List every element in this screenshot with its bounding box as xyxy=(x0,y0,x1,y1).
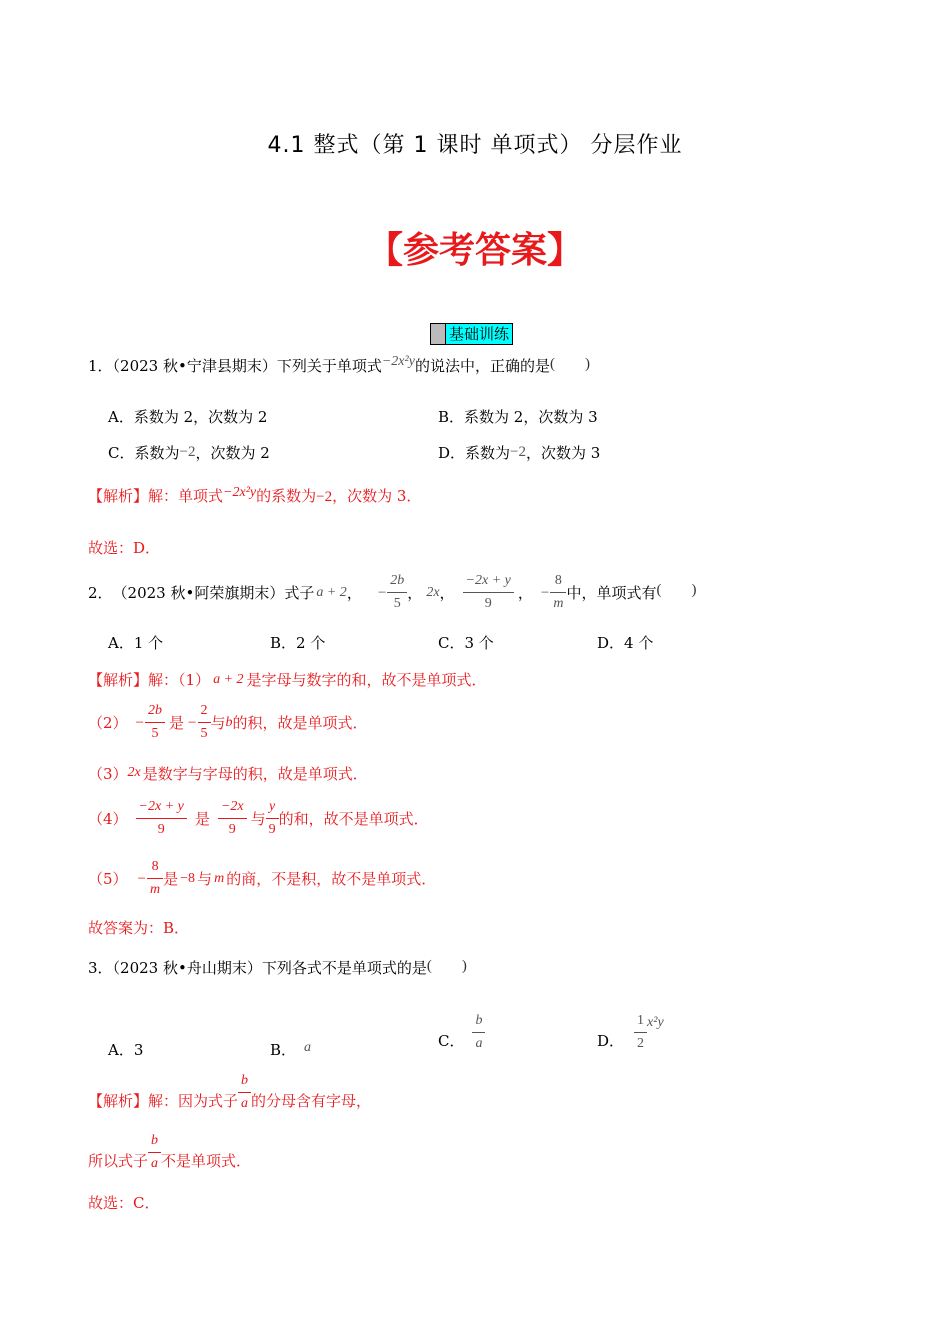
q1-option-b xyxy=(438,407,598,427)
analysis-text: 与 xyxy=(250,809,266,828)
q1-number: 1． xyxy=(88,357,113,375)
q2-expr-3: 2x xyxy=(426,584,440,600)
section-tag-marker xyxy=(431,324,446,344)
fraction-denominator: 9 xyxy=(228,822,236,837)
option-label: D． xyxy=(438,444,466,462)
fraction-denominator: a xyxy=(241,1096,249,1111)
q3-number: 3． xyxy=(88,959,113,977)
option-text: 系数为 2，次数为 2 xyxy=(133,408,268,426)
fraction-numerator: 8 xyxy=(554,573,562,588)
fraction-denominator: m xyxy=(150,882,161,897)
analysis-tag: 【解析】 xyxy=(88,1092,149,1110)
option-text: 2 个 xyxy=(296,634,326,652)
analysis-text: 的商，不是积，故不是单项式． xyxy=(226,869,437,888)
minus-sign: − xyxy=(188,714,197,731)
q2-fraction-5 xyxy=(550,572,566,613)
fraction-numerator: −2x + y xyxy=(465,573,511,588)
q1-source: （2023 秋•宁津县期末） xyxy=(112,357,277,375)
minus-sign: − xyxy=(135,714,145,731)
fraction-denominator: 2 xyxy=(637,1036,645,1051)
q3-answer-paren: ( ) xyxy=(426,958,467,974)
fraction-numerator: b xyxy=(475,1013,483,1028)
option-label: B． xyxy=(270,634,297,652)
analysis-expression: −2x²y xyxy=(223,485,257,500)
analysis-tag: 【解析】 xyxy=(88,487,149,505)
q2-number: 2． xyxy=(88,583,113,602)
option-expression: x²y xyxy=(647,1015,664,1030)
section-tag-label: 基础训练 xyxy=(446,324,512,344)
option-text: 1 个 xyxy=(133,634,164,652)
option-text: 系数为 xyxy=(134,444,180,462)
q1-stem-text-a: 下列关于单项式 xyxy=(276,357,382,375)
analysis-tag: 【解析】 xyxy=(88,671,149,689)
section-tag xyxy=(430,323,513,345)
option-label: A． xyxy=(108,634,134,652)
analysis-text: 解：（1） xyxy=(148,671,211,689)
answer-heading: 【参考答案】 xyxy=(366,230,583,271)
option-text: ，次数为 3 xyxy=(526,444,601,462)
q2-option-b xyxy=(270,633,325,653)
option-value: −2 xyxy=(510,444,527,460)
option-text: 4 个 xyxy=(624,634,654,652)
q1-expression: −2x²y xyxy=(381,354,415,369)
q1-analysis xyxy=(88,486,421,508)
fraction-numerator: 2b xyxy=(390,573,405,588)
option-text: ，次数为 2 xyxy=(195,444,270,462)
analysis-text: 的积，故是单项式． xyxy=(232,713,368,732)
fraction-numerator: −2x + y xyxy=(138,799,184,814)
analysis-text: 是 xyxy=(163,869,179,888)
q2-option-c xyxy=(438,633,494,653)
option-label: A． xyxy=(108,1041,134,1059)
option-label: C． xyxy=(438,634,465,652)
analysis-fraction xyxy=(148,1132,161,1173)
fraction-denominator: 9 xyxy=(268,822,276,837)
analysis-fraction xyxy=(136,798,187,839)
analysis-text: 是 xyxy=(194,809,210,828)
fraction-denominator: m xyxy=(553,596,564,611)
fraction-denominator: 9 xyxy=(484,596,492,611)
analysis-fraction xyxy=(238,1072,251,1113)
option-value: 3 xyxy=(133,1041,144,1059)
fraction-denominator: 9 xyxy=(157,822,165,837)
option-label: D． xyxy=(597,1032,625,1050)
analysis-variable: m xyxy=(214,870,225,886)
q1-choice: 故选：D． xyxy=(88,539,161,557)
q1-stem xyxy=(88,356,590,378)
q3-option-c xyxy=(438,1012,485,1053)
option-text: 系数为 xyxy=(465,444,511,462)
analysis-fraction xyxy=(147,858,163,899)
analysis-variable: b xyxy=(225,714,233,730)
q2-stem-text-b: 中，单项式有 xyxy=(566,583,657,602)
analysis-text: 所以式子 xyxy=(88,1152,149,1170)
analysis-text: 是字母与数字的和，故不是单项式． xyxy=(246,671,487,689)
q3-source: （2023 秋•舟山期末） xyxy=(112,959,262,977)
q2-option-d xyxy=(597,633,653,653)
q3-option-b xyxy=(270,1040,311,1062)
analysis-text: 的系数为 xyxy=(256,487,317,505)
q2-stem: 2． （2023 秋•阿荣旗期末） 式子 a + 2 ， − $\frac{2b}{5}$ ， 2x ， $\frac{-2x + y}{9}$ ， − $\frac{8}{m}$ 中，单项式有 ( ) xyxy=(88,573,697,611)
q3-analysis-1 xyxy=(88,1072,371,1113)
option-label: A． xyxy=(108,408,134,426)
option-label: B． xyxy=(270,1041,297,1059)
q2-answer-paren: ( ) xyxy=(656,581,697,598)
analysis-index: （5） xyxy=(88,869,128,888)
analysis-fraction xyxy=(145,702,165,743)
q1-option-c xyxy=(108,443,270,464)
q2-analysis-1 xyxy=(88,670,487,692)
fraction-numerator: b xyxy=(151,1133,159,1148)
fraction-numerator: b xyxy=(241,1073,249,1088)
analysis-text: 与 xyxy=(210,713,226,732)
analysis-text: 与 xyxy=(197,869,213,888)
analysis-index: （4） xyxy=(88,809,128,828)
fraction-numerator: y xyxy=(268,799,276,814)
option-label: B． xyxy=(438,408,465,426)
option-label: C． xyxy=(438,1032,465,1050)
fraction-numerator: 2b xyxy=(148,703,163,718)
option-label: C． xyxy=(108,444,135,462)
option-fraction xyxy=(472,1012,485,1053)
analysis-text: ，次数为 3． xyxy=(332,487,422,505)
q1-answer-paren: ( ) xyxy=(549,356,590,372)
option-text: 系数为 2，次数为 3 xyxy=(464,408,598,426)
fraction-denominator: a xyxy=(475,1036,483,1051)
analysis-value: −8 xyxy=(180,870,196,886)
page-title: 4.1 整式（第 1 课时 单项式） 分层作业 xyxy=(267,133,683,158)
analysis-expression: a + 2 xyxy=(213,672,244,687)
option-label: D． xyxy=(597,634,625,652)
minus-sign: − xyxy=(377,584,387,601)
q3-choice: 故选：C． xyxy=(88,1194,160,1212)
analysis-expression: 2x xyxy=(127,765,141,780)
analysis-text: 解：因为式子 xyxy=(148,1092,239,1110)
analysis-fraction xyxy=(266,798,279,839)
q3-stem xyxy=(88,958,467,979)
q2-fraction-4 xyxy=(463,572,514,613)
option-fraction xyxy=(634,1012,647,1053)
option-value: a xyxy=(304,1040,312,1055)
q2-analysis-4 xyxy=(88,798,429,839)
q1-option-a xyxy=(108,407,267,427)
analysis-fraction xyxy=(218,798,247,839)
fraction-numerator: 2 xyxy=(200,703,208,718)
fraction-numerator: 8 xyxy=(151,859,159,874)
fraction-numerator: 1 xyxy=(637,1013,645,1028)
analysis-text: 不是单项式． xyxy=(161,1152,252,1170)
fraction-denominator: 5 xyxy=(200,726,208,741)
q2-expr-1: a + 2 xyxy=(316,584,347,600)
q2-option-a xyxy=(108,633,163,653)
analysis-text: 的分母含有字母， xyxy=(251,1092,372,1110)
q2-analysis-3 xyxy=(88,764,368,786)
fraction-denominator: a xyxy=(151,1156,159,1171)
analysis-index: （3） xyxy=(88,765,128,783)
q3-option-a xyxy=(108,1040,143,1060)
analysis-value: −2 xyxy=(316,489,333,505)
q1-stem-text-b: 的说法中，正确的是 xyxy=(414,357,550,375)
analysis-text: 解：单项式 xyxy=(148,487,224,505)
analysis-text: 是数字与字母的积，故是单项式． xyxy=(142,765,368,783)
option-text: 3 个 xyxy=(464,634,494,652)
minus-sign: − xyxy=(540,584,550,601)
analysis-text: 的和，故不是单项式． xyxy=(278,809,429,828)
fraction-denominator: 5 xyxy=(393,596,401,611)
q1-option-d xyxy=(438,443,600,464)
q2-analysis-2 xyxy=(88,702,368,743)
q3-analysis-2 xyxy=(88,1132,251,1173)
fraction-numerator: −2x xyxy=(220,799,244,814)
q2-analysis-5 xyxy=(88,858,436,899)
q2-stem-text-a: 式子 xyxy=(284,583,315,602)
q2-choice: 故答案为：B． xyxy=(88,919,190,937)
minus-sign: − xyxy=(137,870,147,887)
option-value: −2 xyxy=(179,444,196,460)
q2-fraction-2 xyxy=(387,572,407,613)
q2-source: （2023 秋•阿荣旗期末） xyxy=(112,583,285,602)
q3-stem-text: 下列各式不是单项式的是 xyxy=(261,959,427,977)
analysis-text: 是 xyxy=(169,713,185,732)
analysis-fraction xyxy=(198,702,211,743)
analysis-index: （2） xyxy=(88,713,128,732)
q3-option-d xyxy=(597,1012,664,1053)
fraction-denominator: 5 xyxy=(151,726,159,741)
